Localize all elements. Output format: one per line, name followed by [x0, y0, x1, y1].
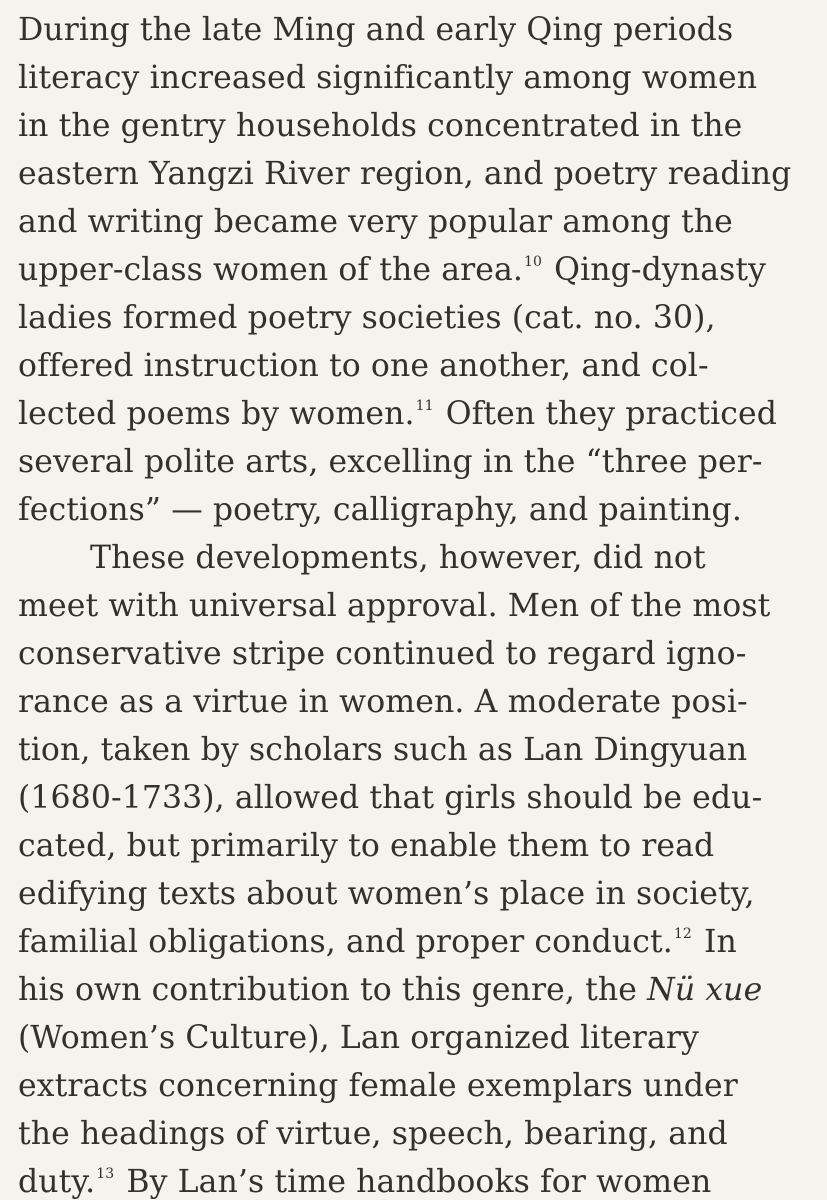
text-line: literacy increased significantly among women — [18, 60, 758, 96]
footnote-ref: 10 — [524, 254, 543, 270]
text-line: ladies formed poetry societies (cat. no. 30), — [18, 300, 716, 336]
text-line: (1680-1733), allowed that girls should be edu- — [18, 780, 763, 816]
text-line: edifying texts about women’s place in society, — [18, 876, 755, 912]
text-line: (Women’s Culture), Lan organized literary — [18, 1020, 699, 1056]
footnote-ref: 13 — [96, 1166, 115, 1182]
text-line: fections” — poetry, calligraphy, and painting. — [18, 492, 742, 528]
text-span: Often they practiced — [435, 396, 778, 432]
text-span: By Lan’s time handbooks for women — [116, 1164, 712, 1200]
text-line: the headings of virtue, speech, bearing, and — [18, 1116, 728, 1152]
text-line: During the late Ming and early Qing periods — [18, 12, 734, 48]
text-line: several polite arts, excelling in the “three per- — [18, 444, 763, 480]
text-span: his own contribution to this genre, the — [18, 972, 648, 1008]
text-span: familial obligations, and proper conduct. — [18, 924, 673, 960]
text-span: Qing-dynasty — [544, 252, 767, 288]
text-line: rance as a virtue in women. A moderate posi- — [18, 684, 748, 720]
text-line — [18, 922, 818, 968]
text-line: tion, taken by scholars such as Lan Dingyuan — [18, 732, 748, 768]
text-line: These developments, however, did not — [90, 540, 706, 576]
footnote-ref: 12 — [673, 926, 692, 942]
italic-title: Nü xue — [647, 972, 763, 1008]
text-line: eastern Yangzi River region, and poetry reading — [18, 156, 792, 192]
text-line — [18, 1162, 818, 1200]
text-line — [18, 394, 818, 440]
text-span: upper-class women of the area. — [18, 252, 524, 288]
text-span: In — [693, 924, 737, 960]
text-line — [18, 970, 818, 1010]
text-span: lected poems by women. — [18, 396, 415, 432]
text-line: offered instruction to one another, and col- — [18, 348, 709, 384]
text-span: duty. — [18, 1164, 96, 1200]
text-line: meet with universal approval. Men of the most — [18, 588, 771, 624]
text-line: and writing became very popular among the — [18, 204, 733, 240]
text-line: extracts concerning female exemplars under — [18, 1068, 738, 1104]
text-line: cated, but primarily to enable them to read — [18, 828, 715, 864]
footnote-ref: 11 — [415, 398, 434, 414]
text-line: conservative stripe continued to regard igno- — [18, 636, 747, 672]
text-line: in the gentry households concentrated in the — [18, 108, 743, 144]
text-line — [18, 250, 818, 296]
